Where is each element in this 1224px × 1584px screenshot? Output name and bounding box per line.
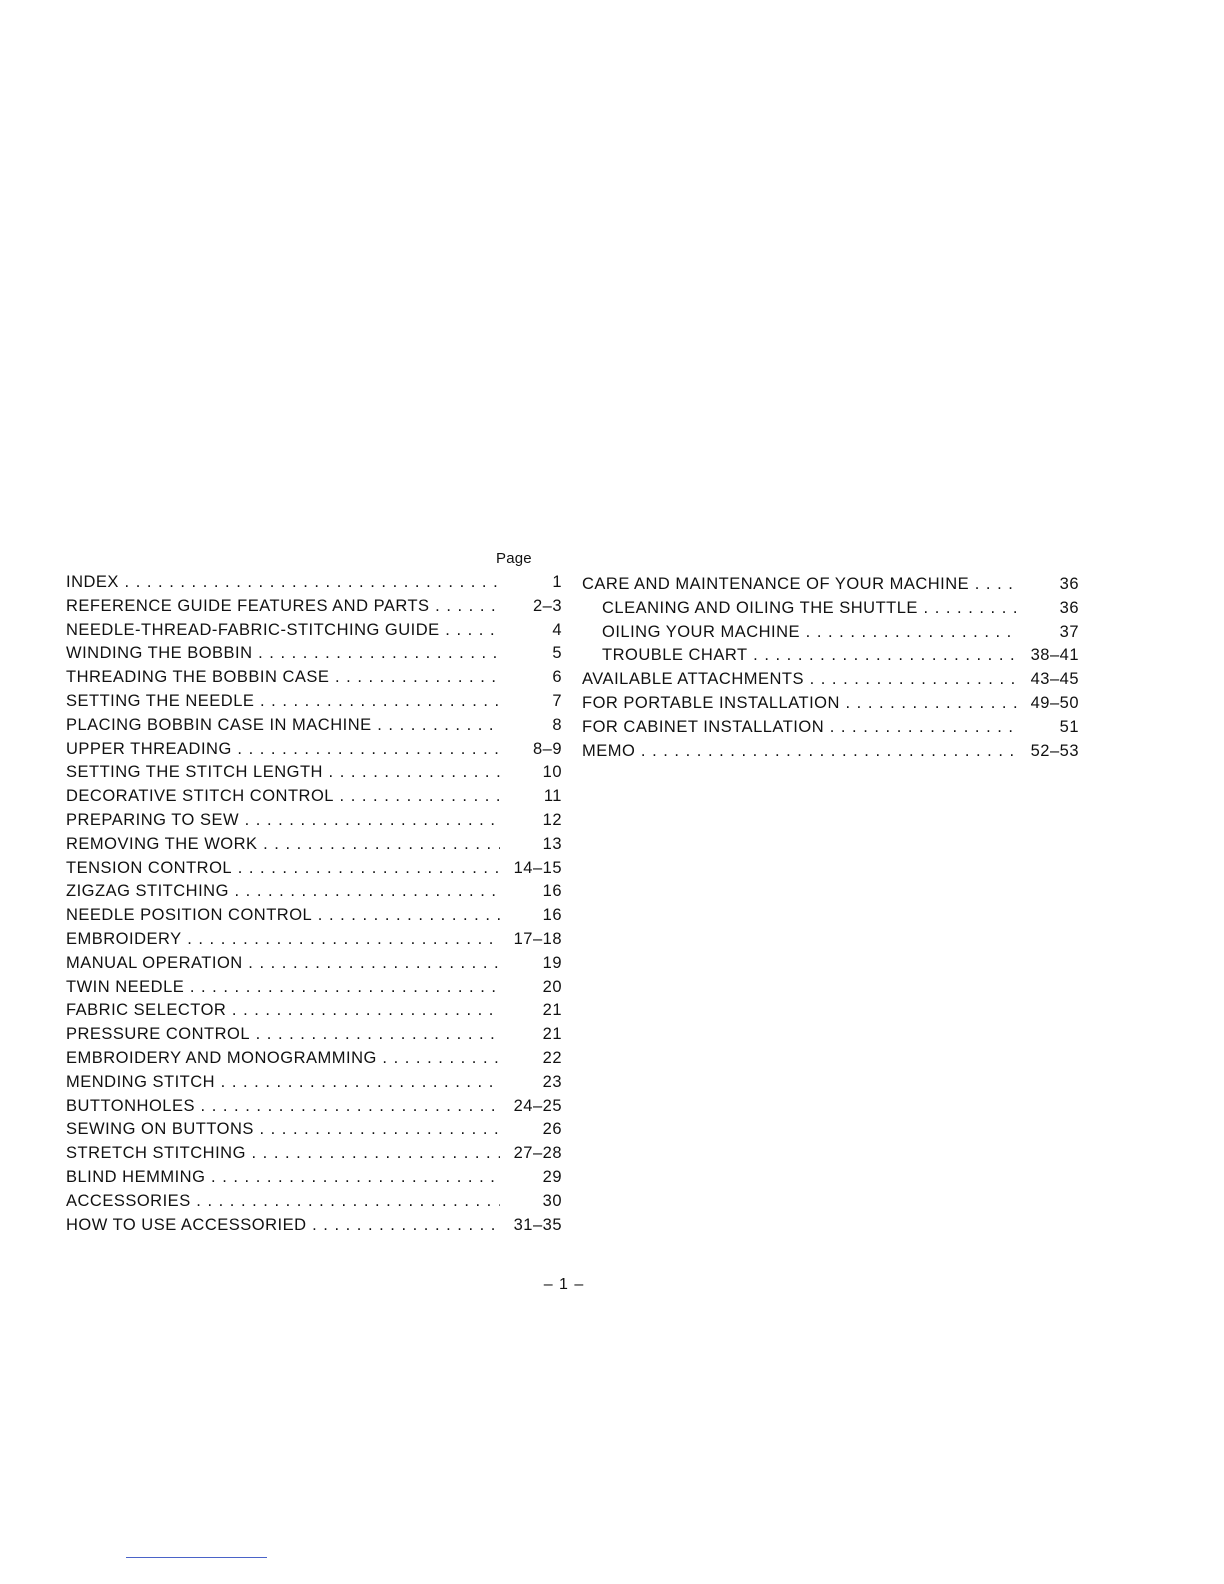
toc-entry-page: 8–9 — [502, 738, 562, 762]
toc-entry-title: MEMO . . . — [582, 740, 1017, 764]
toc-entry-title: FOR PORTABLE INSTALLATION . . . — [582, 692, 1017, 716]
toc-entry-title: INDEX . . . — [66, 571, 500, 595]
toc-entry-page: 23 — [502, 1071, 562, 1095]
toc-entry-page: 51 — [1019, 716, 1079, 740]
toc-entry-title: ZIGZAG STITCHING . . . — [66, 880, 500, 904]
toc-entry-title: NEEDLE-THREAD-FABRIC-STITCHING GUIDE . . . — [66, 619, 500, 643]
toc-entry-page: 31–35 — [502, 1214, 562, 1238]
toc-entry-page: 5 — [502, 642, 562, 666]
toc-entry — [66, 928, 562, 952]
toc-entry-title: EMBROIDERY AND MONOGRAMMING . . . — [66, 1047, 500, 1071]
toc-entry-page: 52–53 — [1019, 740, 1079, 764]
toc-entry-page: 43–45 — [1019, 668, 1079, 692]
toc-entry-title: BUTTONHOLES . . . — [66, 1095, 500, 1119]
bottom-rule — [126, 1557, 267, 1558]
toc-entry-title: STRETCH STITCHING . . . — [66, 1142, 500, 1166]
toc-entry-title: REFERENCE GUIDE FEATURES AND PARTS . . . — [66, 595, 500, 619]
toc-entry — [66, 809, 562, 833]
toc-entry-title: EMBROIDERY . . . — [66, 928, 500, 952]
toc-entry — [66, 1142, 562, 1166]
toc-entry — [66, 1118, 562, 1142]
toc-entry — [66, 1071, 562, 1095]
toc-entry-title: PREPARING TO SEW . . . — [66, 809, 500, 833]
toc-entry-page: 19 — [502, 952, 562, 976]
toc-entry-page: 21 — [502, 999, 562, 1023]
toc-entry-page: 27–28 — [502, 1142, 562, 1166]
toc-entry-page: 13 — [502, 833, 562, 857]
toc-subentry — [582, 621, 1079, 645]
toc-entry — [66, 857, 562, 881]
toc-entry-page: 29 — [502, 1166, 562, 1190]
toc-entry — [66, 1214, 562, 1238]
toc-entry — [66, 619, 562, 643]
toc-left-column — [66, 571, 562, 1237]
toc-entry — [66, 880, 562, 904]
toc-entry-title: MENDING STITCH . . . — [66, 1071, 500, 1095]
toc-entry-title: NEEDLE POSITION CONTROL . . . — [66, 904, 500, 928]
toc-entry — [582, 668, 1079, 692]
toc-entry-page: 14–15 — [502, 857, 562, 881]
toc-entry-title: SETTING THE NEEDLE . . . — [66, 690, 500, 714]
toc-entry-title: MANUAL OPERATION . . . — [66, 952, 500, 976]
toc-entry-page: 24–25 — [502, 1095, 562, 1119]
toc-entry — [66, 833, 562, 857]
toc-entry-title: ACCESSORIES . . . — [66, 1190, 500, 1214]
toc-entry-title: SEWING ON BUTTONS . . . — [66, 1118, 500, 1142]
toc-entry — [66, 1190, 562, 1214]
toc-entry-title: UPPER THREADING . . . — [66, 738, 500, 762]
toc-right-column — [582, 573, 1079, 763]
toc-entry-title: CARE AND MAINTENANCE OF YOUR MACHINE . . . — [582, 573, 1017, 597]
toc-entry — [66, 999, 562, 1023]
toc-entry-page: 16 — [502, 904, 562, 928]
toc-entry-title: PRESSURE CONTROL . . . — [66, 1023, 500, 1047]
toc-entry-page: 26 — [502, 1118, 562, 1142]
toc-entry-title: AVAILABLE ATTACHMENTS . . . — [582, 668, 1017, 692]
toc-subentry — [582, 597, 1079, 621]
toc-entry — [66, 1047, 562, 1071]
toc-entry-title: SETTING THE STITCH LENGTH . . . — [66, 761, 500, 785]
toc-entry — [66, 785, 562, 809]
toc-entry — [66, 761, 562, 785]
toc-subentry — [582, 644, 1079, 668]
toc-entry — [66, 904, 562, 928]
toc-entry — [582, 716, 1079, 740]
toc-entry — [66, 666, 562, 690]
toc-entry — [66, 1095, 562, 1119]
page-column-heading: Page — [496, 550, 532, 567]
toc-entry-title: FOR CABINET INSTALLATION . . . — [582, 716, 1017, 740]
toc-entry-page: 36 — [1019, 597, 1079, 621]
toc-entry-page: 7 — [502, 690, 562, 714]
toc-entry-title: REMOVING THE WORK . . . — [66, 833, 500, 857]
toc-entry-title: DECORATIVE STITCH CONTROL . . . — [66, 785, 500, 809]
toc-entry-page: 22 — [502, 1047, 562, 1071]
toc-entry-page: 16 — [502, 880, 562, 904]
toc-entry-page: 4 — [502, 619, 562, 643]
toc-entry — [66, 714, 562, 738]
toc-entry — [582, 692, 1079, 716]
toc-entry-title: THREADING THE BOBBIN CASE . . . — [66, 666, 500, 690]
toc-entry-title: HOW TO USE ACCESSORIED . . . — [66, 1214, 500, 1238]
toc-entry — [66, 571, 562, 595]
toc-entry-page: 8 — [502, 714, 562, 738]
toc-entry-page: 37 — [1019, 621, 1079, 645]
toc-entry-title: WINDING THE BOBBIN . . . — [66, 642, 500, 666]
toc-entry-page: 10 — [502, 761, 562, 785]
toc-entry-page: 20 — [502, 976, 562, 1000]
toc-entry-page: 38–41 — [1019, 644, 1079, 668]
toc-entry — [66, 976, 562, 1000]
toc-entry — [66, 738, 562, 762]
toc-entry — [582, 573, 1079, 597]
toc-entry-title: PLACING BOBBIN CASE IN MACHINE . . . — [66, 714, 500, 738]
toc-entry — [582, 740, 1079, 764]
toc-entry — [66, 1023, 562, 1047]
toc-entry-title: TWIN NEEDLE . . . — [66, 976, 500, 1000]
toc-entry-page: 12 — [502, 809, 562, 833]
toc-entry — [66, 952, 562, 976]
toc-entry — [66, 1166, 562, 1190]
toc-entry-page: 1 — [502, 571, 562, 595]
toc-entry-title: CLEANING AND OILING THE SHUTTLE . . . — [602, 597, 1017, 621]
page-number: – 1 – — [543, 1276, 585, 1293]
toc-entry — [66, 690, 562, 714]
toc-entry-page: 2–3 — [502, 595, 562, 619]
toc-entry — [66, 642, 562, 666]
toc-entry — [66, 595, 562, 619]
toc-entry-page: 21 — [502, 1023, 562, 1047]
toc-entry-page: 49–50 — [1019, 692, 1079, 716]
toc-entry-page: 6 — [502, 666, 562, 690]
toc-entry-title: TROUBLE CHART . . . — [602, 644, 1017, 668]
toc-entry-title: OILING YOUR MACHINE . . . — [602, 621, 1017, 645]
toc-entry-page: 30 — [502, 1190, 562, 1214]
toc-entry-title: FABRIC SELECTOR . . . — [66, 999, 500, 1023]
toc-entry-page: 36 — [1019, 573, 1079, 597]
toc-entry-page: 17–18 — [502, 928, 562, 952]
toc-entry-page: 11 — [502, 785, 562, 809]
toc-entry-title: TENSION CONTROL . . . — [66, 857, 500, 881]
toc-entry-title: BLIND HEMMING . . . — [66, 1166, 500, 1190]
